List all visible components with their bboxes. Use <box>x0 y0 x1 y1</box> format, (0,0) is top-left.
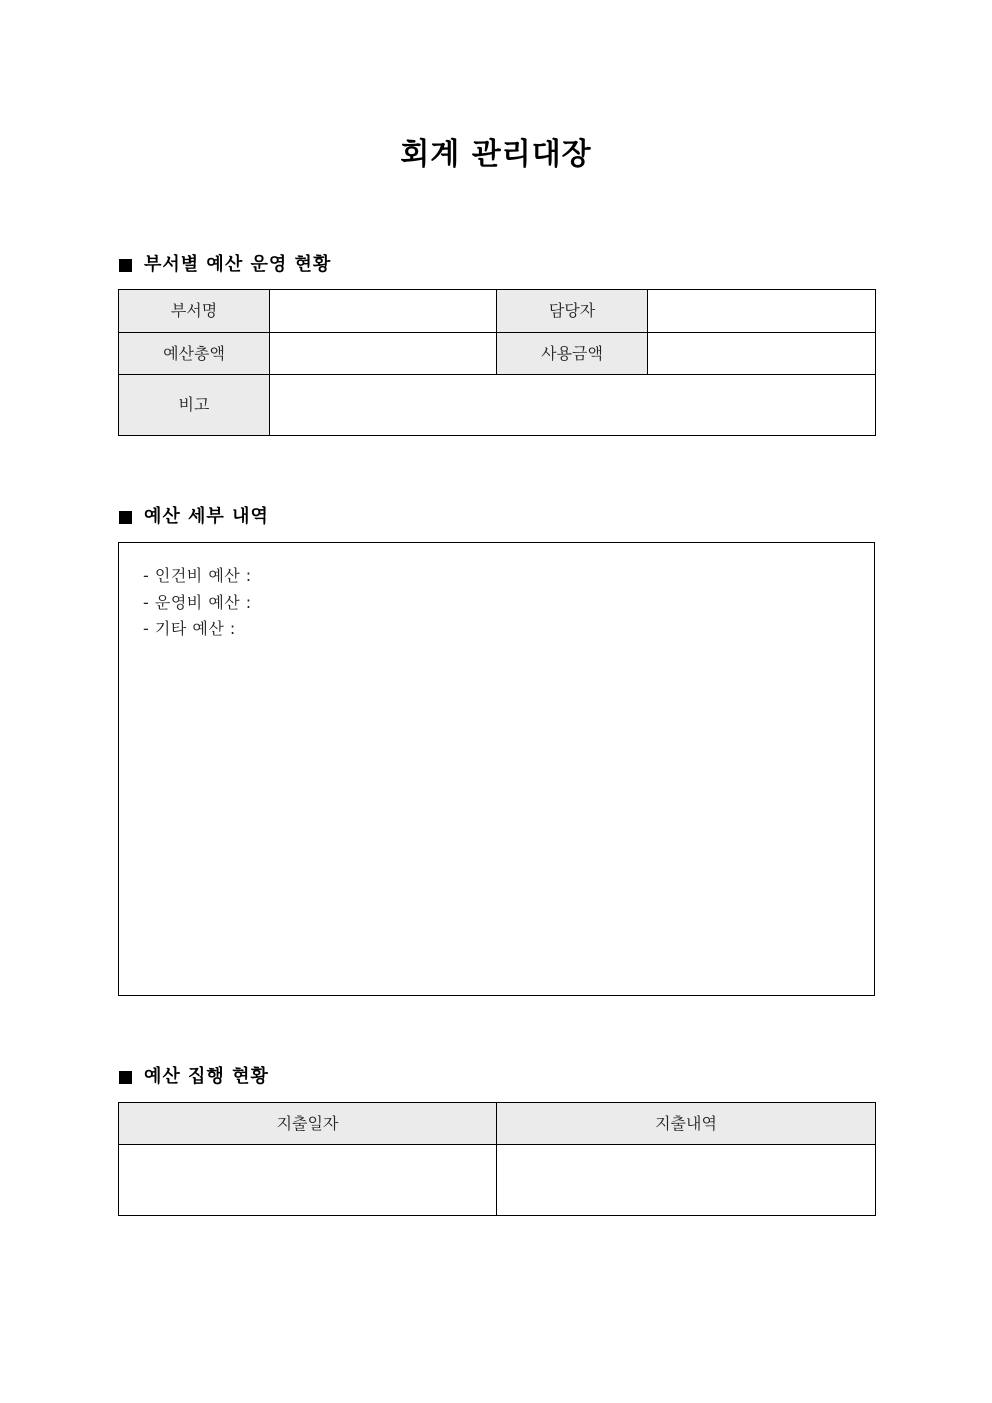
list-item: - 인건비 예산 : <box>143 566 252 585</box>
table-row <box>119 1145 876 1216</box>
manager-field[interactable] <box>648 290 876 333</box>
budget-details-box[interactable] <box>118 542 875 996</box>
column-header-expense-detail: 지출내역 <box>497 1103 876 1145</box>
section-heading-budget-details <box>119 505 269 529</box>
budget-details-list <box>119 543 874 643</box>
table-row <box>119 375 876 436</box>
used-amount-label: 사용금액 <box>497 333 648 375</box>
list-item: - 기타 예산 : <box>143 619 236 638</box>
column-header-expense-date: 지출일자 <box>119 1103 497 1145</box>
section-heading-budget-execution <box>119 1065 269 1089</box>
budget-operation-table <box>118 289 876 436</box>
budget-total-label: 예산총액 <box>119 333 270 375</box>
square-bullet-icon <box>119 259 132 272</box>
expense-detail-field[interactable] <box>497 1145 876 1216</box>
dept-label: 부서명 <box>119 290 270 333</box>
list-item: - 운영비 예산 : <box>143 592 252 612</box>
expense-date-field[interactable] <box>119 1145 497 1216</box>
table-row <box>119 333 876 375</box>
table-header-row <box>119 1103 876 1145</box>
budget-total-field[interactable] <box>270 333 497 375</box>
page-title: 회계 관리대장 <box>400 137 592 172</box>
dept-field[interactable] <box>270 290 497 333</box>
square-bullet-icon <box>119 1071 132 1084</box>
manager-label: 담당자 <box>497 290 648 333</box>
section-heading-label: 부서별 예산 운영 현황 <box>144 254 332 275</box>
used-amount-field[interactable] <box>648 333 876 375</box>
section-heading-label: 예산 집행 현황 <box>144 1066 269 1087</box>
note-label: 비고 <box>119 375 270 436</box>
budget-execution-table <box>118 1102 876 1216</box>
section-heading-budget-operation <box>119 253 331 277</box>
square-bullet-icon <box>119 511 132 524</box>
table-row <box>119 290 876 333</box>
section-heading-label: 예산 세부 내역 <box>144 506 269 527</box>
note-field[interactable] <box>270 375 876 436</box>
